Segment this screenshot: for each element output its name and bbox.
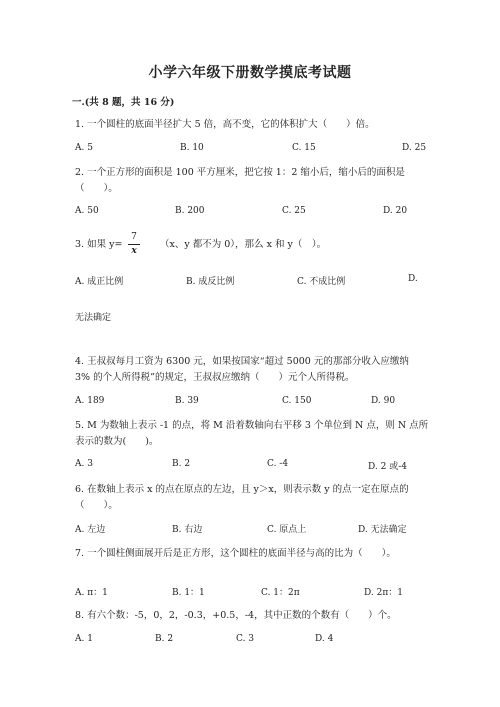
question-7-option-d: D. 2π：1 [364, 588, 403, 598]
question-1-option-c: C. 15 [292, 143, 316, 153]
question-3-fraction [128, 232, 140, 257]
question-5-option-a: A. 3 [75, 459, 93, 469]
question-6-line-2: （ ）。 [75, 500, 118, 511]
question-8-option-b: B. 2 [155, 634, 174, 644]
question-5-option-c: C. -4 [267, 459, 289, 469]
question-3-option-d-continued: 无法确定 [75, 313, 112, 323]
question-2-line-2: （ ）。 [75, 183, 118, 194]
question-4-option-d: D. 90 [371, 396, 396, 406]
question-8-option-c: C. 3 [236, 634, 255, 644]
question-5-line-1: 5. M 为数轴上表示 -1 的点，将 M 沿着数轴向右平移 3 个单位到 N 点，则 N 点所 [75, 420, 429, 431]
question-2-line-1: 2. 一个正方形的面积是 100 平方厘米，把它按 1：2 缩小后，缩小后的面积是 [75, 167, 405, 178]
question-4-option-b: B. 39 [175, 396, 199, 406]
question-6-line-1: 6. 在数轴上表示 x 的点在原点的左边，且 y＞x，则表示数 y 的点一定在原点的 [75, 484, 409, 495]
fraction-denominator: x [131, 246, 137, 256]
question-7-option-b: B. 1：1 [172, 588, 205, 598]
question-7-option-c: C. 1：2π [261, 588, 300, 598]
question-7-text: 7. 一个圆柱侧面展开后是正方形，这个圆柱的底面半径与高的比为（ ）。 [75, 548, 396, 559]
question-3-option-a: A. 成正比例 [75, 277, 124, 287]
question-1-option-b: B. 10 [180, 143, 204, 153]
question-1-option-d: D. 25 [402, 143, 427, 153]
question-1-option-a: A. 5 [75, 143, 93, 153]
question-4-line-2: 3% 的个人所得税”的规定，王叔叔应缴纳（ ）元个人所得税。 [75, 372, 355, 383]
fraction-bar [128, 244, 140, 245]
question-5-option-b: B. 2 [172, 459, 191, 469]
question-6-option-a: A. 左边 [75, 525, 106, 535]
section-heading: 一.(共 8 题，共 16 分) [72, 97, 175, 108]
question-5-option-d: D. 2 或-4 [368, 462, 407, 472]
question-2-option-c: C. 25 [282, 206, 306, 216]
question-3-option-c: C. 不成比例 [297, 277, 346, 287]
question-6-option-b: B. 右边 [172, 525, 203, 535]
question-3-option-d: D. [408, 274, 418, 284]
fraction-numerator: 7 [131, 232, 137, 242]
question-8-text: 8. 有六个数：-5，0，2，-0.3，+0.5，-4，其中正数的个数有（ ）个。 [75, 610, 397, 621]
question-2-option-b: B. 200 [175, 206, 205, 216]
question-3-suffix: （x、y 都不为 0），那么 x 和 y（ ）。 [160, 239, 327, 250]
question-7-option-a: A. π：1 [75, 588, 108, 598]
question-3-prefix: 3. 如果 y= [75, 239, 123, 250]
question-3-option-b: B. 成反比例 [186, 277, 235, 287]
page-title: 小学六年级下册数学摸底考试题 [148, 65, 352, 81]
question-4-line-1: 4. 王叔叔每月工资为 6300 元，如果按国家“超过 5000 元的那部分收入应缴纳 [75, 356, 409, 367]
question-8-option-a: A. 1 [75, 634, 93, 644]
question-5-line-2: 表示的数为( )。 [75, 436, 159, 447]
question-2-option-a: A. 50 [75, 206, 99, 216]
question-2-option-d: D. 20 [383, 206, 408, 216]
question-4-option-c: C. 150 [282, 396, 312, 406]
question-1-text: 1. 一个圆柱的底面半径扩大 5 倍，高不变，它的体积扩大（ ）倍。 [75, 119, 375, 130]
question-6-option-c: C. 原点上 [267, 525, 307, 535]
question-4-option-a: A. 189 [75, 396, 105, 406]
question-8-option-d: D. 4 [315, 634, 334, 644]
question-6-option-d: D. 无法确定 [358, 525, 407, 535]
